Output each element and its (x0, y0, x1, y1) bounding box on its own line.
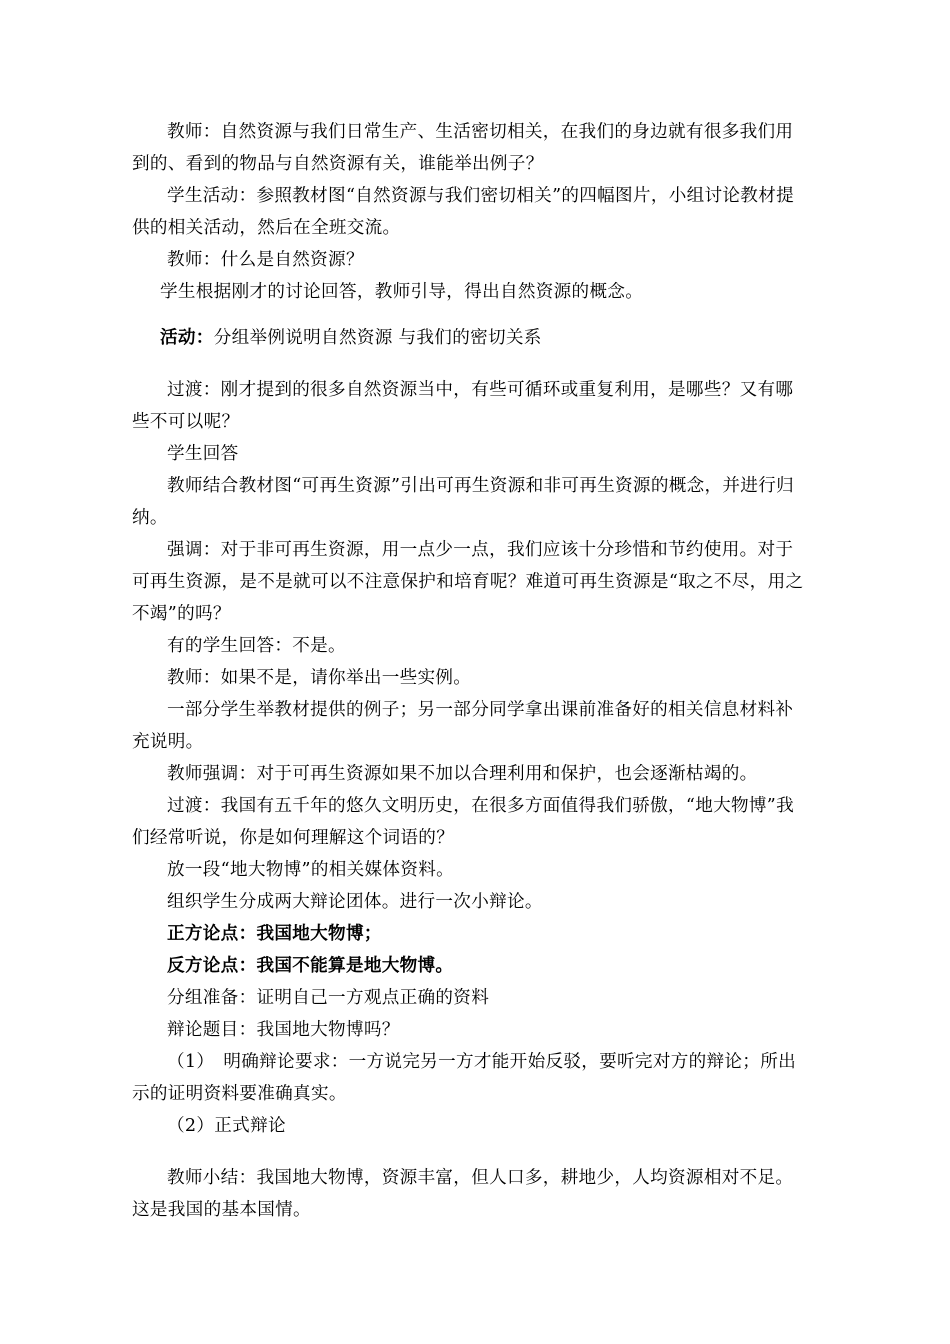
paragraph-teacher-what: 教师：什么是自然资源？ (167, 250, 364, 270)
paragraph-debate-rules: （1） 明确辩论要求：一方说完另一方才能开始反驳，要听完对方的辩论；所出示的证明资料要准确真实。 (132, 1052, 796, 1104)
paragraph-teacher-examples: 教师：如果不是，请你举出一些实例。 (167, 668, 472, 688)
paragraph-preparation: 分组准备：证明自己一方观点正确的资料 (167, 988, 490, 1008)
paragraph-teacher-summary: 教师小结：我国地大物博，资源丰富，但人口多，耕地少，人均资源相对不足。这是我国的基本国情。 (132, 1168, 794, 1220)
paragraph-teacher-emphasis: 教师强调：对于可再生资源如果不加以合理利用和保护，也会逐渐枯竭的。 (167, 764, 758, 784)
activity-text: 分组举例说明自然资源 与我们的密切关系 (213, 328, 542, 348)
paragraph-debate-topic: 辩论题目：我国地大物博吗？ (167, 1020, 400, 1040)
paragraph-negative: 反方论点：我国不能算是地大物博。 (167, 955, 454, 976)
paragraph-emphasis: 强调：对于非可再生资源，用一点少一点，我们应该十分珍惜和节约使用。对于可再生资源，是不是就可以不注意保护和培育呢？难道可再生资源是“取之不尽，用之不竭”的吗？ (132, 540, 804, 624)
paragraph-transition-1: 过渡：刚才提到的很多自然资源当中，有些可循环或重复利用，是哪些？又有哪些不可以呢？ (132, 380, 794, 432)
paragraph-teacher-question: 教师：自然资源与我们日常生产、生活密切相关，在我们的身边就有很多我们用到的、看到的物品与自然资源有关，谁能举出例子？ (132, 122, 794, 174)
paragraph-students-answer: 学生回答 (167, 444, 239, 464)
paragraph-student-activity: 学生活动：参照教材图“自然资源与我们密切相关”的四幅图片，小组讨论教材提供的相关活动，然后在全班交流。 (132, 186, 794, 238)
paragraph-some-students: 有的学生回答：不是。 (167, 636, 346, 656)
paragraph-transition-2: 过渡：我国有五千年的悠久文明历史，在很多方面值得我们骄傲，“地大物博”我们经常听说，你是如何理解这个词语的？ (132, 796, 794, 848)
paragraph-teacher-concepts: 教师结合教材图“可再生资源”引出可再生资源和非可再生资源的概念，并进行归纳。 (132, 476, 794, 528)
paragraph-media: 放一段“地大物博”的相关媒体资料。 (167, 860, 454, 880)
paragraph-affirmative: 正方论点：我国地大物博； (167, 923, 382, 944)
paragraph-formal-debate: （2）正式辩论 (167, 1116, 286, 1136)
activity-label: 活动： (160, 327, 214, 348)
paragraph-group-examples: 一部分学生举教材提供的例子；另一部分同学拿出课前准备好的相关信息材料补充说明。 (132, 700, 794, 752)
activity-heading (132, 322, 804, 354)
paragraph-organize-debate: 组织学生分成两大辩论团体。进行一次小辩论。 (167, 892, 543, 912)
paragraph-student-answer: 学生根据刚才的讨论回答，教师引导，得出自然资源的概念。 (160, 282, 644, 302)
document-body (132, 116, 804, 1226)
